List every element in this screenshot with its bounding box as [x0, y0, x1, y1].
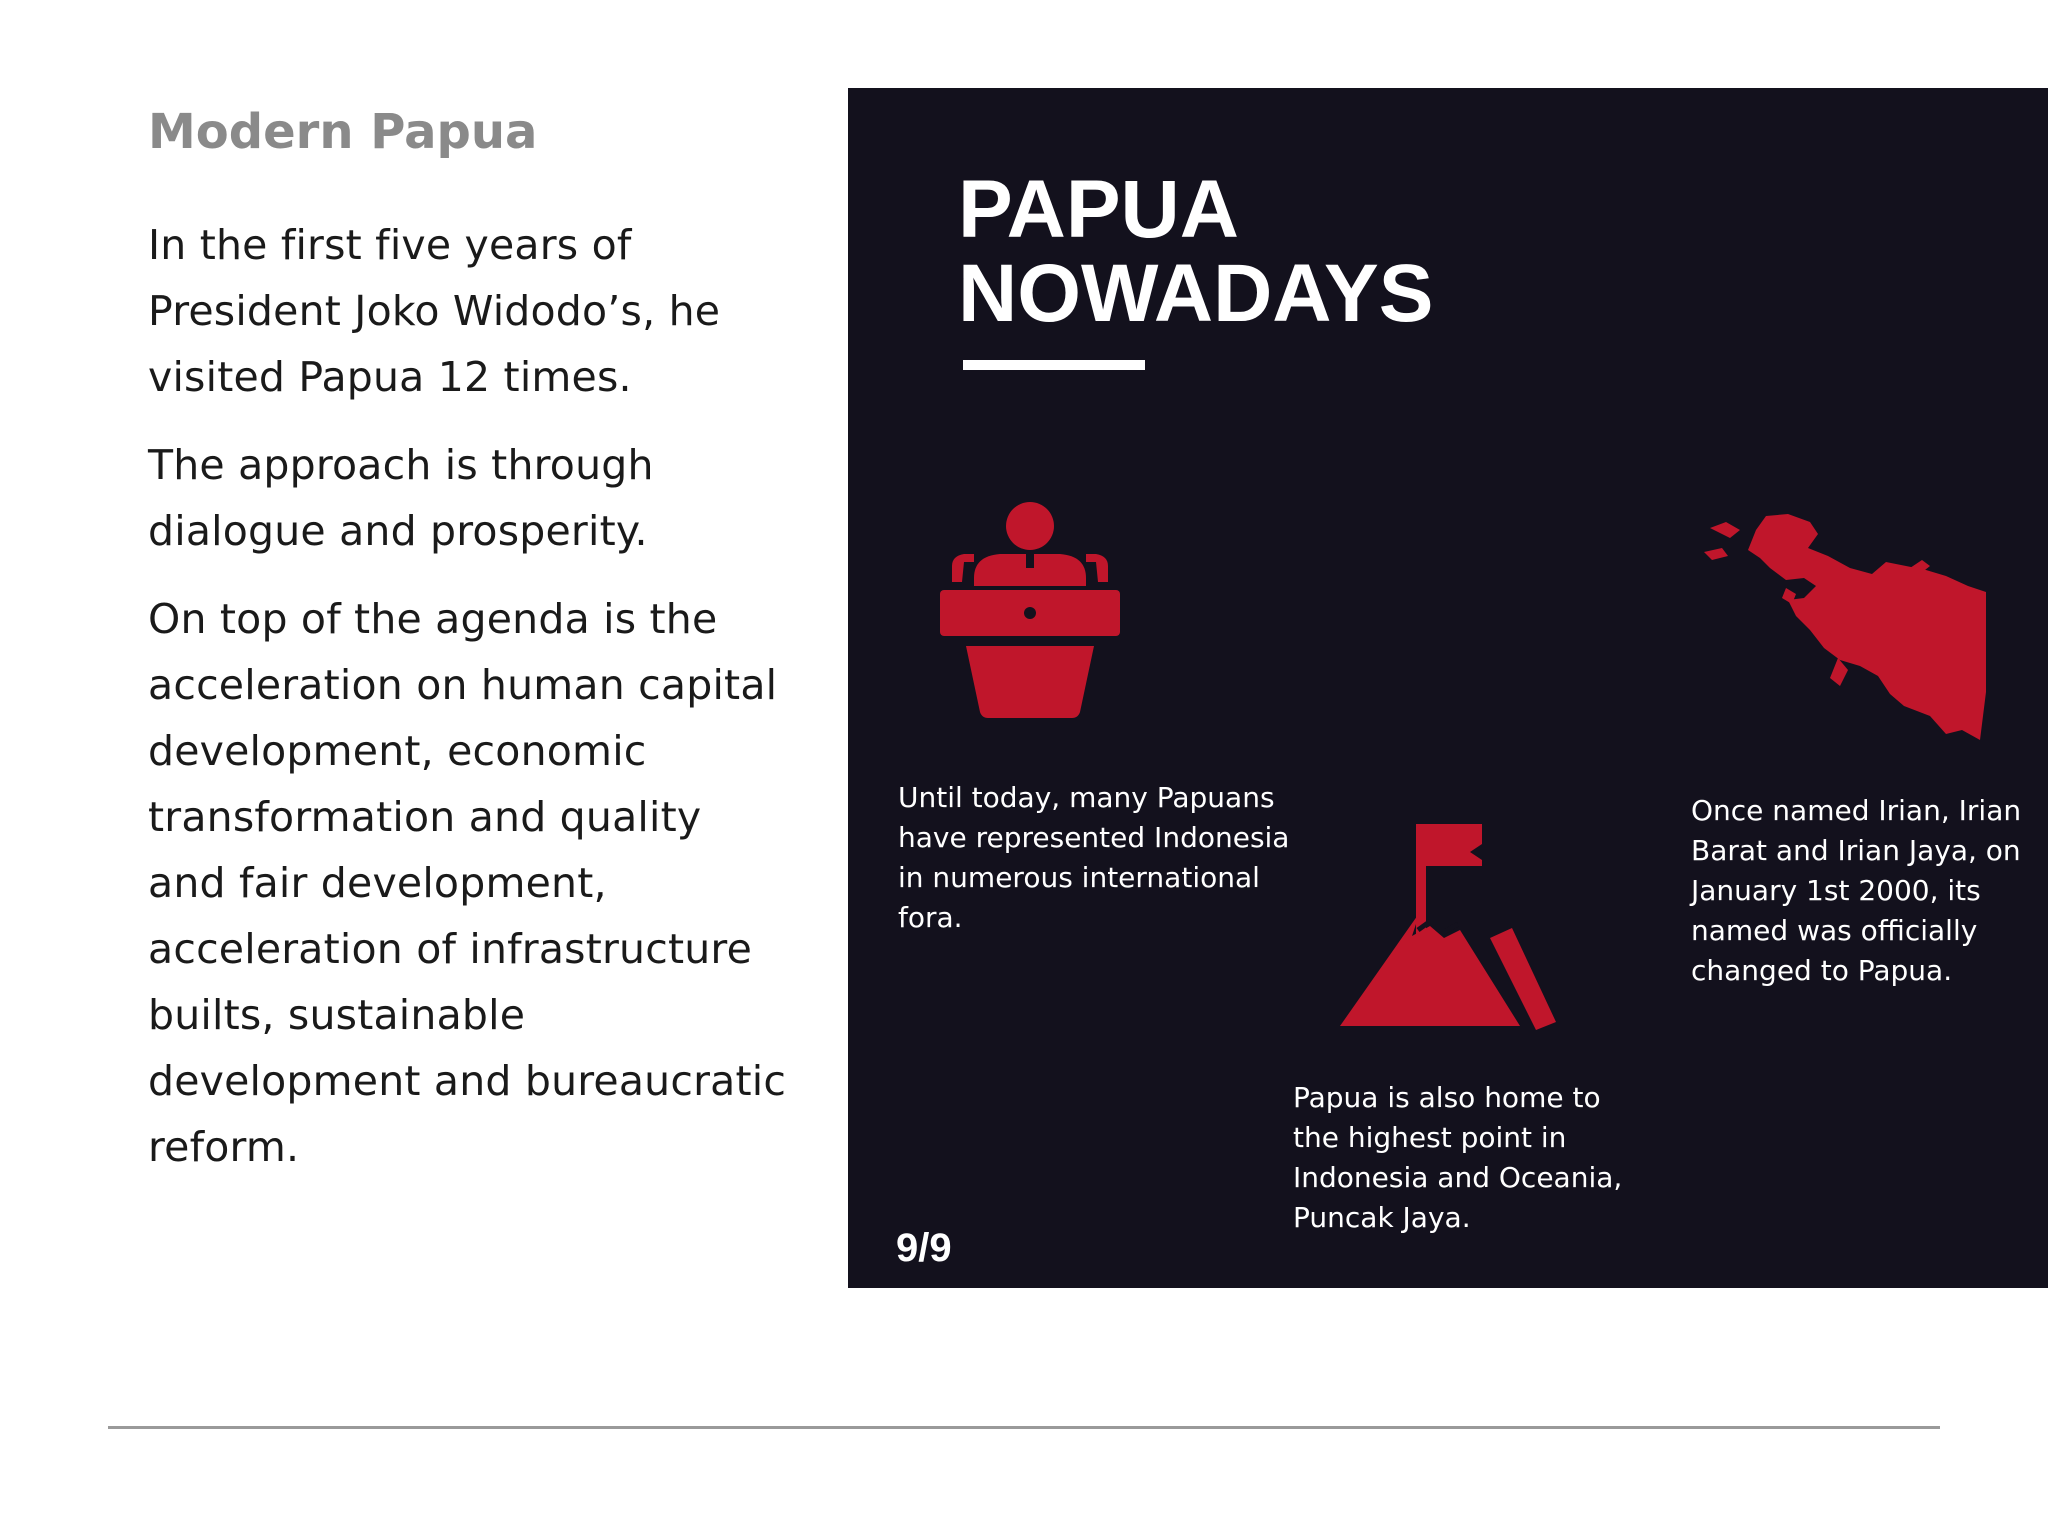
title-line-2: NOWADAYS — [958, 248, 1434, 339]
title-line-1: PAPUA — [958, 164, 1239, 255]
podium-icon — [940, 500, 1120, 720]
paragraph-agenda: On top of the agenda is the acceleration on human capital development, economic transformation and quality and fair development, acceleration of infrastructure builts, sustainable development and bureaucratic reform. — [148, 595, 787, 1171]
page-number: 9/9 — [896, 1226, 952, 1270]
paragraph-visits: In the first five years of President Joko Widodo’s, he visited Papua 12 times. — [148, 221, 721, 401]
highest-point-text: Papua is also home to the highest point in Indonesia and Oceania, Puncak Jaya. — [1293, 1081, 1623, 1234]
infographic-title — [958, 164, 1434, 339]
name-history-text: Once named Irian, Irian Barat and Irian Jaya, on January 1st 2000, its named was officially changed to Papua. — [1691, 794, 2022, 987]
papua-nowadays-infographic — [848, 88, 2048, 1288]
bottom-divider — [108, 1426, 1940, 1429]
slide-heading: Modern Papua — [148, 104, 538, 160]
representation-text: Until today, many Papuans have represented Indonesia in numerous international fora. — [898, 781, 1290, 934]
text-column — [148, 92, 788, 1202]
paragraph-approach: The approach is through dialogue and prosperity. — [148, 441, 654, 555]
mountain-flag-icon — [1340, 820, 1556, 1030]
papua-map-icon — [1700, 508, 2000, 758]
title-underline — [963, 360, 1145, 370]
